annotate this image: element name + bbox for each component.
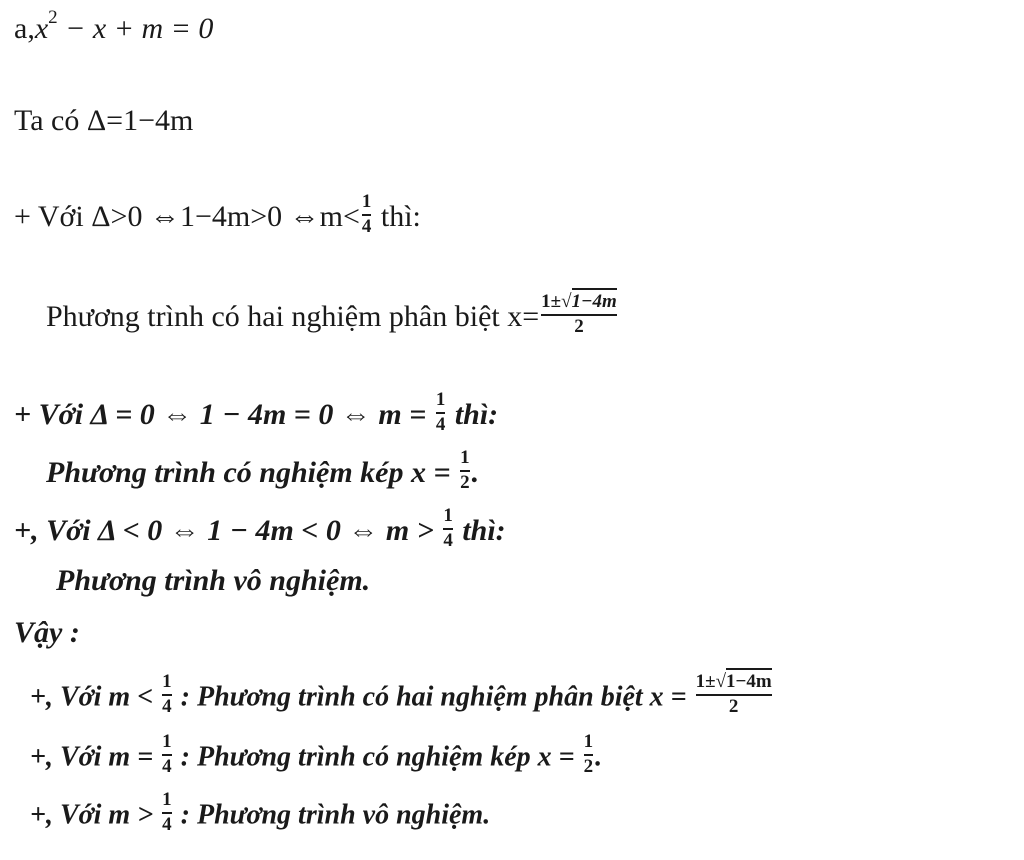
numerator-prefix: 1± <box>541 291 562 312</box>
radicand: 1−4m <box>726 668 772 692</box>
result-text: : Phương trình có nghiệm kép x = <box>173 741 582 773</box>
variable-x: x <box>34 12 49 45</box>
equation-line <box>14 7 214 45</box>
case-suffix: thì: <box>373 199 421 233</box>
fraction <box>162 672 172 718</box>
double-root-text: Phương trình có nghiệm kép x = <box>46 455 459 489</box>
roots-fraction <box>696 672 772 718</box>
equation-rest: − x + m = 0 <box>57 12 214 45</box>
condition-text: +, Với m > <box>30 799 161 831</box>
case-negative-line <box>14 505 506 556</box>
case-positive-line <box>14 191 421 242</box>
denominator: 4 <box>162 755 172 777</box>
roots-fraction <box>541 292 617 338</box>
conclusion-case-1 <box>30 671 774 722</box>
numerator: 1±√1−4m <box>541 292 617 313</box>
fraction <box>162 732 172 778</box>
double-root-line <box>46 447 480 498</box>
numerator: 1 <box>361 191 372 212</box>
numerator: 1±√1−4m <box>696 672 772 693</box>
fraction <box>443 506 453 552</box>
condition-text: +, Với m < <box>30 681 161 713</box>
denominator: 4 <box>435 413 446 435</box>
suffix: . <box>471 455 480 489</box>
delta-line: Ta có Δ=1−4m <box>14 104 194 137</box>
denominator: 2 <box>574 315 584 337</box>
case-text: + Với Δ = 0 ⇔ 1 − 4m = 0 ⇔ m = <box>14 397 434 431</box>
conclusion-case-2 <box>30 731 603 782</box>
conclusion-heading: Vậy : <box>14 616 80 649</box>
two-roots-line <box>46 291 619 342</box>
numerator: 1 <box>162 671 172 692</box>
denominator: 4 <box>162 695 172 717</box>
conclusion-case-3 <box>30 789 491 840</box>
denominator: 4 <box>162 813 172 835</box>
numerator: 1 <box>162 789 172 810</box>
part-label: a, <box>14 12 35 45</box>
denominator: 4 <box>443 529 453 551</box>
numerator: 1 <box>460 447 470 468</box>
fraction <box>362 192 372 238</box>
denominator: 2 <box>583 755 594 777</box>
condition-text: +, Với m = <box>30 741 161 773</box>
result-text: : Phương trình có hai nghiệm phân biệt x = <box>173 681 694 713</box>
radicand: 1−4m <box>572 288 617 312</box>
fraction <box>584 732 594 778</box>
fraction <box>460 448 470 494</box>
case-text: +, Với Δ < 0 ⇔ 1 − 4m < 0 ⇔ m > <box>14 513 442 547</box>
fraction <box>436 390 446 436</box>
denominator: 2 <box>460 471 470 493</box>
numerator-prefix: 1± <box>695 671 716 692</box>
numerator: 1 <box>443 505 453 526</box>
no-root-line: Phương trình vô nghiệm. <box>56 564 371 597</box>
roots-text: Phương trình có hai nghiệm phân biệt x= <box>46 299 540 333</box>
suffix: . <box>595 741 603 773</box>
case-zero-line <box>14 389 499 440</box>
fraction <box>162 790 172 836</box>
numerator: 1 <box>162 731 172 752</box>
numerator: 1 <box>435 389 446 410</box>
denominator: 2 <box>728 695 739 717</box>
case-text: + Với Δ>0 ⇔1−4m>0 ⇔m< <box>14 199 360 233</box>
result-text: : Phương trình vô nghiệm. <box>173 799 491 831</box>
case-suffix: thì: <box>454 513 506 547</box>
case-suffix: thì: <box>447 397 499 431</box>
denominator: 4 <box>361 215 372 237</box>
numerator: 1 <box>583 731 594 752</box>
exponent: 2 <box>48 7 58 28</box>
